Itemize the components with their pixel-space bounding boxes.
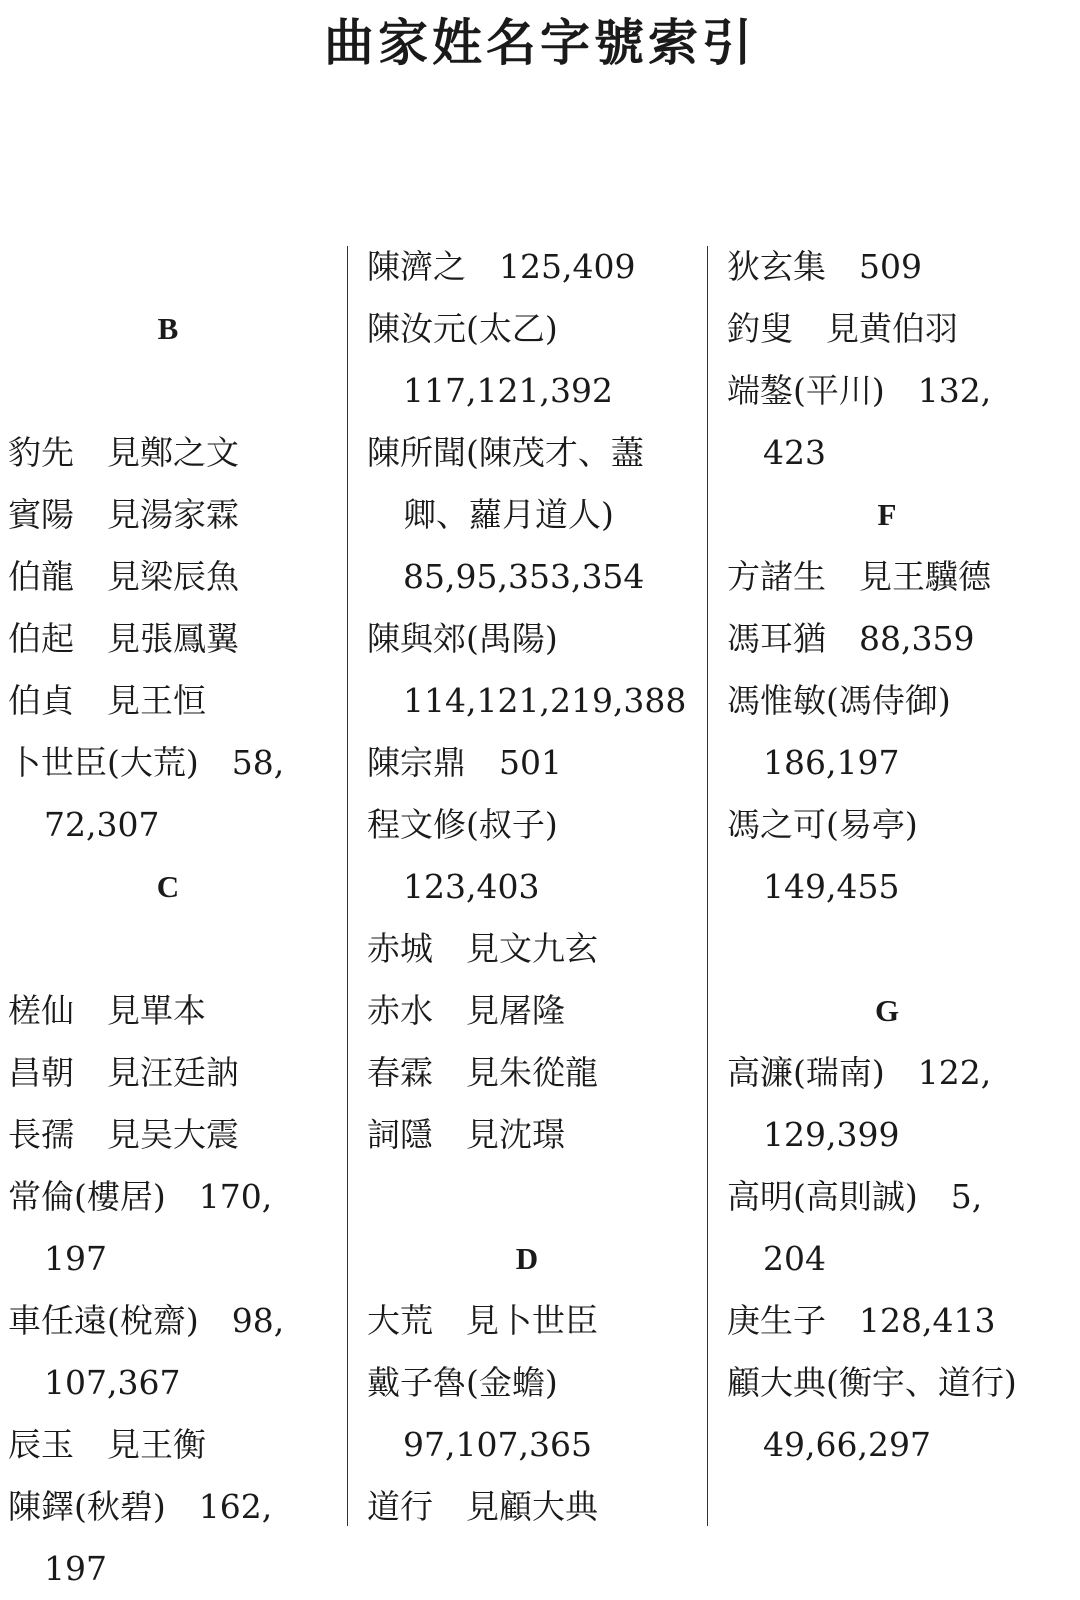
index-entry-continuation: 卿、蘿月道人) [403, 495, 614, 534]
index-column-3 [727, 236, 1067, 1476]
index-entry: 辰玉 見王衡 [8, 1425, 206, 1464]
column-divider [347, 246, 348, 1526]
section-letter-b: B [157, 311, 179, 346]
index-column-2 [367, 236, 697, 1538]
index-entry-continuation: 123,403 [403, 867, 540, 906]
index-entry: 陳宗鼎 501 [367, 743, 562, 782]
index-entry-continuation: 49,66,297 [763, 1425, 931, 1464]
section-letter-d: D [515, 1241, 539, 1276]
index-entry-continuation: 114,121,219,388 [403, 681, 687, 720]
index-entry: 馮惟敏(馮侍御) [727, 681, 951, 720]
index-entry: 大荒 見卜世臣 [367, 1301, 598, 1340]
index-entry: 伯貞 見王恒 [8, 681, 206, 720]
index-entry: 陳鐸(秋碧) 162, [8, 1487, 273, 1526]
index-entry: 馮之可(易亭) [727, 805, 918, 844]
index-entry: 方諸生 見王驥德 [727, 557, 991, 596]
index-entry: 陳汝元(太乙) [367, 309, 558, 348]
index-entry: 豹先 見鄭之文 [8, 433, 239, 472]
index-entry: 伯龍 見梁辰魚 [8, 557, 239, 596]
index-entry: 程文修(叔子) [367, 805, 558, 844]
index-entry: 陳濟之 125,409 [367, 247, 636, 286]
index-entry: 戴子魯(金蟾) [367, 1363, 558, 1402]
index-entry-continuation: 149,455 [763, 867, 900, 906]
index-entry: 伯起 見張鳳翼 [8, 619, 239, 658]
index-entry: 馮耳猶 88,359 [727, 619, 975, 658]
index-entry: 卜世臣(大荒) 58, [8, 743, 285, 782]
index-entry: 赤城 見文九玄 [367, 929, 598, 968]
index-entry-continuation: 186,197 [763, 743, 900, 782]
index-entry: 常倫(樓居) 170, [8, 1177, 273, 1216]
index-entry-continuation: 72,307 [44, 805, 160, 844]
index-entry: 詞隱 見沈璟 [367, 1115, 565, 1154]
column-divider [707, 246, 708, 1526]
index-entry: 赤水 見屠隆 [367, 991, 565, 1030]
index-entry: 端鏊(平川) 132, [727, 371, 992, 410]
index-entry-continuation: 97,107,365 [403, 1425, 592, 1464]
index-entry: 顧大典(衡宇、道行) [727, 1363, 1017, 1402]
index-entry-continuation: 423 [763, 433, 826, 472]
index-entry-continuation: 197 [44, 1549, 107, 1588]
index-entry: 車任遠(梲齋) 98, [8, 1301, 285, 1340]
index-entry: 陳與郊(禺陽) [367, 619, 558, 658]
index-entry-continuation: 197 [44, 1239, 107, 1278]
index-entry: 長孺 見吴大震 [8, 1115, 239, 1154]
index-entry-continuation: 204 [763, 1239, 826, 1278]
section-letter-g: G [874, 993, 900, 1028]
index-entry-continuation: 107,367 [44, 1363, 181, 1402]
index-entry: 賓陽 見湯家霖 [8, 495, 239, 534]
index-entry: 昌朝 見汪廷訥 [8, 1053, 239, 1092]
index-entry-continuation: 85,95,353,354 [403, 557, 645, 596]
index-entry: 春霖 見朱從龍 [367, 1053, 598, 1092]
index-entry: 釣叟 見黄伯羽 [727, 309, 958, 348]
section-letter-f: F [877, 497, 897, 532]
index-entry: 庚生子 128,413 [727, 1301, 996, 1340]
index-entry: 道行 見顧大典 [367, 1487, 598, 1526]
index-entry-continuation: 117,121,392 [403, 371, 613, 410]
index-entry: 高明(高則誠) 5, [727, 1177, 983, 1216]
index-entry: 狄玄集 509 [727, 247, 922, 286]
section-letter-c: C [156, 869, 180, 904]
index-entry: 槎仙 見單本 [8, 991, 206, 1030]
index-entry: 陳所聞(陳茂才、藎 [367, 433, 644, 472]
page-title: 曲家姓名字號索引 [324, 13, 756, 72]
index-entry: 高濂(瑞南) 122, [727, 1053, 992, 1092]
index-entry-continuation: 129,399 [763, 1115, 900, 1154]
index-column-1 [8, 236, 338, 1600]
